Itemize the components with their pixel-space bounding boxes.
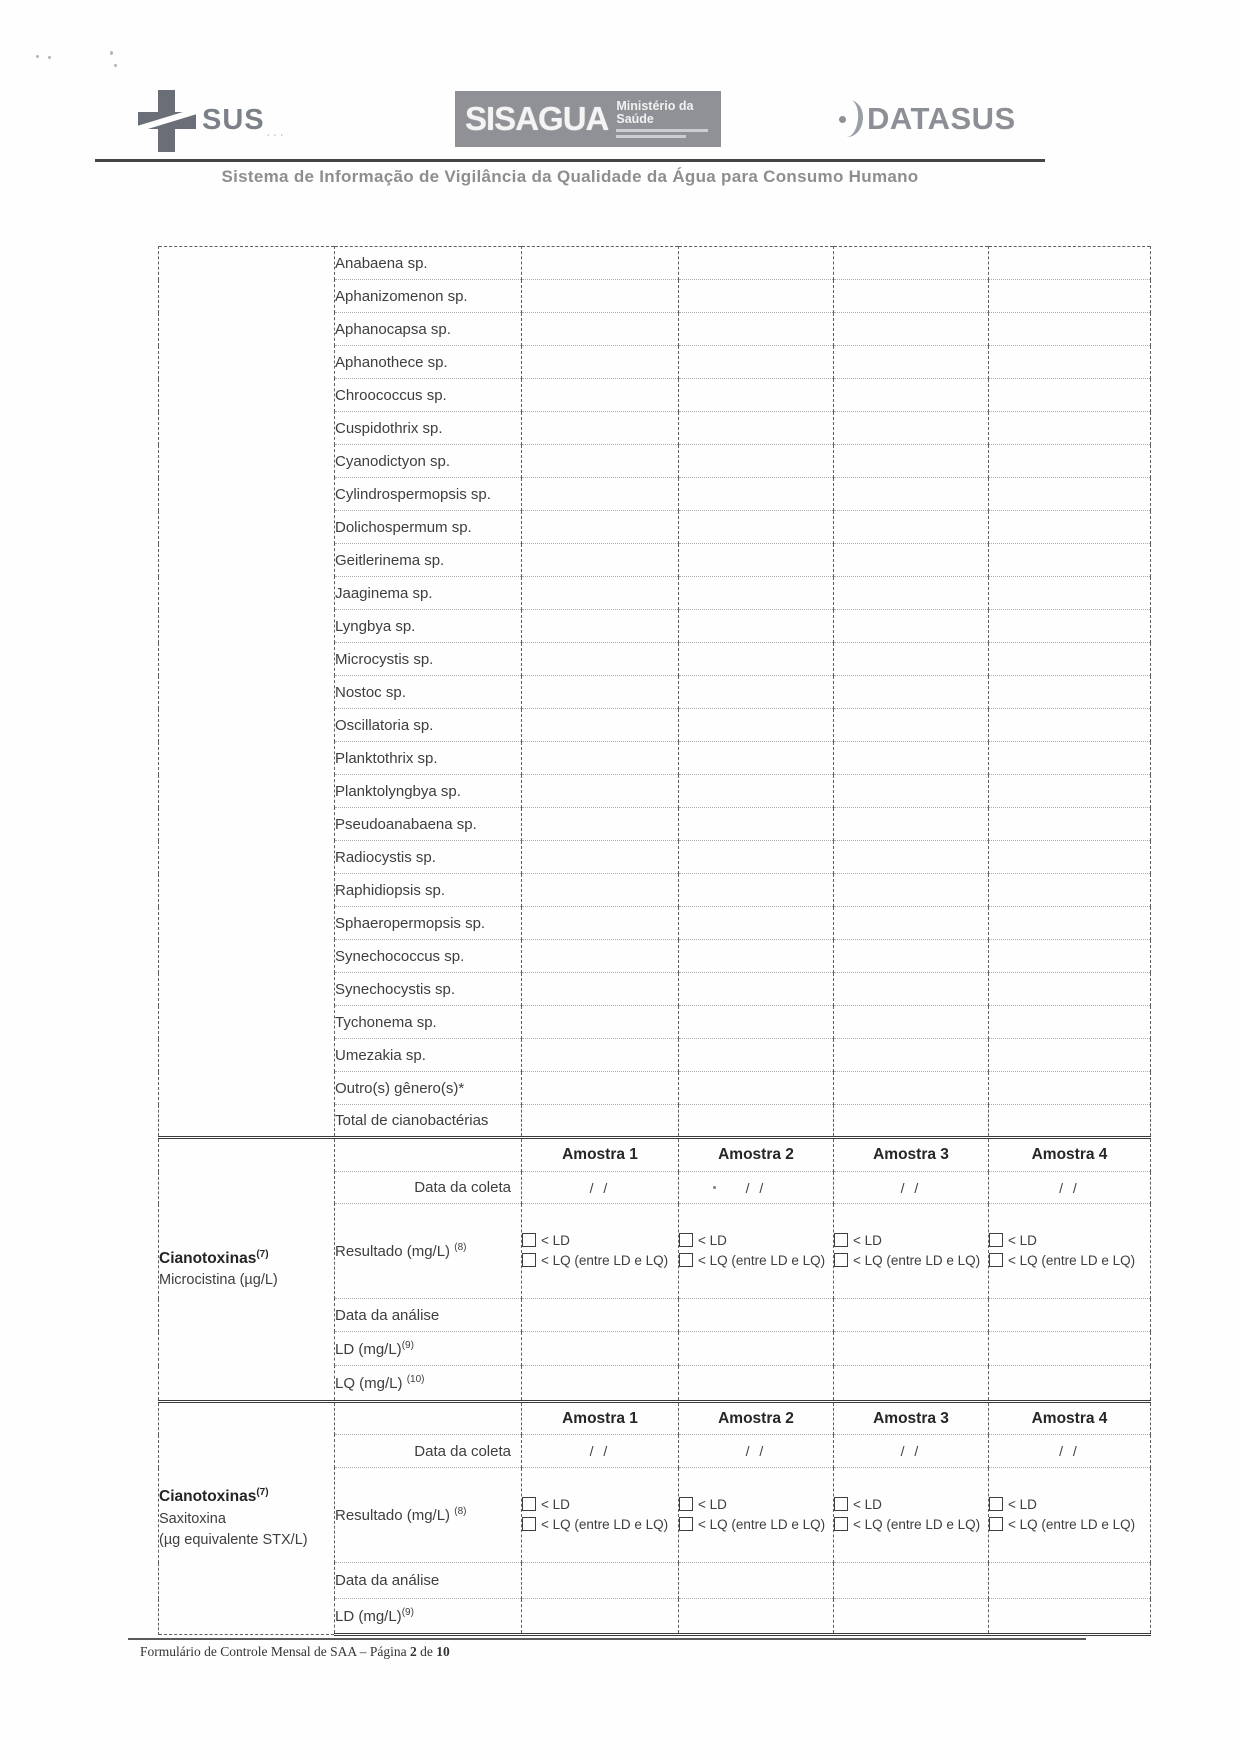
empty-data-cell: [522, 511, 679, 544]
empty-data-cell: [522, 709, 679, 742]
empty-data-cell: [679, 643, 834, 676]
species-name-cell: Cuspidothrix sp.: [335, 412, 522, 445]
date-cell: / /: [679, 1435, 834, 1468]
empty-data-cell: [989, 643, 1151, 676]
species-name-cell: Oscillatoria sp.: [335, 709, 522, 742]
empty-data-cell: [834, 1039, 989, 1072]
empty-data-cell: [679, 1563, 834, 1599]
empty-data-cell: [679, 742, 834, 775]
empty-data-cell: [522, 874, 679, 907]
ld-label: LD $(mg/L)^{(9)}$: [335, 1599, 522, 1635]
species-name-cell: Microcystis sp.: [335, 643, 522, 676]
empty-data-cell: [989, 445, 1151, 478]
empty-data-cell: [679, 973, 834, 1006]
empty-data-cell: [989, 478, 1151, 511]
scan-speckle: [48, 56, 51, 59]
sus-logo: [138, 90, 286, 152]
species-name-cell: Nostoc sp.: [335, 676, 522, 709]
data-coleta-label: Data da coleta: [335, 1435, 522, 1468]
empty-data-cell: [679, 874, 834, 907]
amostra-4-header: Amostra 4: [989, 1138, 1151, 1172]
species-name-cell: Cylindrospermopsis sp.: [335, 478, 522, 511]
empty-data-cell: [989, 1563, 1151, 1599]
empty-data-cell: [679, 379, 834, 412]
empty-data-cell: [679, 313, 834, 346]
empty-data-cell: [522, 1332, 679, 1366]
empty-data-cell: [989, 676, 1151, 709]
species-name-cell: Synechococcus sp.: [335, 940, 522, 973]
empty-data-cell: [834, 610, 989, 643]
species-name-cell: Outro(s) gênero(s)*: [335, 1072, 522, 1105]
empty-data-cell: [989, 775, 1151, 808]
empty-data-cell: [679, 676, 834, 709]
sisagua-tagline-bar: [616, 129, 708, 132]
species-name-cell: Pseudoanabaena sp.: [335, 808, 522, 841]
empty-data-cell: [834, 346, 989, 379]
scan-speckle: [110, 51, 113, 55]
empty-data-cell: [989, 511, 1151, 544]
data-analise-label: Data da análise: [335, 1299, 522, 1332]
sisagua-logo: [455, 91, 721, 147]
empty-data-cell: [834, 412, 989, 445]
empty-data-cell: [989, 412, 1151, 445]
amostra-4-header: Amostra 4: [989, 1402, 1151, 1435]
scan-dots: ···: [266, 126, 286, 142]
empty-data-cell: [989, 313, 1151, 346]
empty-data-cell: [679, 1039, 834, 1072]
empty-data-cell: [679, 247, 834, 280]
empty-data-cell: [679, 1299, 834, 1332]
empty-data-cell: [679, 1366, 834, 1402]
checkbox-lt-ld[interactable]: [834, 1497, 848, 1511]
empty-data-cell: [834, 1299, 989, 1332]
empty-data-cell: [834, 1563, 989, 1599]
footer-label: Formulário de Controle Mensal de SAA – Página: [140, 1644, 410, 1659]
scan-speckle: [36, 55, 39, 58]
empty-data-cell: [522, 577, 679, 610]
footer-page-total: 10: [436, 1644, 450, 1659]
empty-data-cell: [679, 709, 834, 742]
amostra-1-header: Amostra 1: [522, 1138, 679, 1172]
empty-data-cell: [834, 280, 989, 313]
checkbox-lt-ld[interactable]: [679, 1233, 693, 1247]
empty-data-cell: [834, 247, 989, 280]
empty-data-cell: [989, 742, 1151, 775]
amostra-2-header: Amostra 2: [679, 1138, 834, 1172]
species-name-cell: Umezakia sp.: [335, 1039, 522, 1072]
species-name-cell: Sphaeropermopsis sp.: [335, 907, 522, 940]
empty-data-cell: [522, 643, 679, 676]
empty-data-cell: [522, 1299, 679, 1332]
empty-data-cell: [834, 907, 989, 940]
empty-data-cell: [989, 1366, 1151, 1402]
empty-data-cell: [834, 1006, 989, 1039]
checkbox-lt-lq[interactable]: [522, 1517, 536, 1531]
empty-data-cell: [522, 280, 679, 313]
empty-header-cell: [335, 1138, 522, 1172]
species-name-cell: Tychonema sp.: [335, 1006, 522, 1039]
empty-data-cell: [989, 1105, 1151, 1138]
empty-data-cell: [989, 841, 1151, 874]
checkbox-lt-ld[interactable]: [522, 1497, 536, 1511]
empty-data-cell: [679, 610, 834, 643]
empty-data-cell: [679, 511, 834, 544]
empty-data-cell: [989, 544, 1151, 577]
datasus-arc-icon: [832, 99, 865, 139]
empty-data-cell: [989, 247, 1151, 280]
empty-data-cell: [522, 742, 679, 775]
empty-data-cell: [522, 313, 679, 346]
empty-data-cell: [522, 841, 679, 874]
empty-data-cell: [834, 511, 989, 544]
system-subtitle: Sistema de Informação de Vigilância da Qualidade da Água para Consumo Humano: [221, 167, 919, 186]
lq-label: LQ (mg/L) $^{(10)}$: [335, 1366, 522, 1402]
checkbox-lt-lq[interactable]: [989, 1517, 1003, 1531]
species-name-cell: Cyanodictyon sp.: [335, 445, 522, 478]
empty-data-cell: [522, 412, 679, 445]
empty-data-cell: [522, 676, 679, 709]
ld-label: LD $(mg/L)^{(9)}$: [335, 1332, 522, 1366]
species-name-cell: Jaaginema sp.: [335, 577, 522, 610]
empty-data-cell: [522, 1563, 679, 1599]
date-cell: / /: [522, 1172, 679, 1204]
empty-data-cell: [834, 973, 989, 1006]
empty-data-cell: [522, 1599, 679, 1635]
empty-data-cell: [834, 1599, 989, 1635]
empty-data-cell: [679, 1072, 834, 1105]
species-name-cell: Lyngbya sp.: [335, 610, 522, 643]
empty-data-cell: [679, 544, 834, 577]
empty-data-cell: [522, 1105, 679, 1138]
date-cell: / /: [522, 1435, 679, 1468]
empty-data-cell: [522, 544, 679, 577]
data-analise-label: Data da análise: [335, 1563, 522, 1599]
saxitoxina-subtitle: Saxitoxina: [159, 1510, 226, 1527]
checkbox-lt-lq[interactable]: [834, 1517, 848, 1531]
checkbox-lt-lq[interactable]: [989, 1253, 1003, 1267]
empty-data-cell: [679, 280, 834, 313]
checkbox-lt-lq[interactable]: [522, 1253, 536, 1267]
empty-data-cell: [679, 346, 834, 379]
checkbox-lt-lq[interactable]: [679, 1517, 693, 1531]
empty-data-cell: [834, 1332, 989, 1366]
resultado-cell: < LD < LQ (entre LD e LQ): [834, 1468, 989, 1563]
checkbox-lt-ld[interactable]: [679, 1497, 693, 1511]
empty-data-cell: [522, 379, 679, 412]
scan-speckle: [114, 64, 117, 67]
species-name-cell: Planktothrix sp.: [335, 742, 522, 775]
empty-data-cell: [989, 577, 1151, 610]
empty-header-cell: [335, 1402, 522, 1435]
empty-data-cell: [834, 874, 989, 907]
empty-data-cell: [989, 874, 1151, 907]
saxitoxina-unit: (µg equivalente STX/L): [159, 1531, 308, 1548]
empty-data-cell: [834, 808, 989, 841]
checkbox-lt-lq[interactable]: [834, 1253, 848, 1267]
empty-data-cell: [834, 577, 989, 610]
empty-data-cell: [522, 445, 679, 478]
saxitoxina-group-label: [159, 1402, 335, 1635]
cianotoxinas-title: Cianotoxinas$^{(7)}$: [159, 1487, 269, 1506]
empty-data-cell: [522, 808, 679, 841]
amostra-2-header: Amostra 2: [679, 1402, 834, 1435]
ministerio-saude-label: Ministério da Saúde: [616, 98, 694, 126]
amostra-3-header: Amostra 3: [834, 1402, 989, 1435]
checkbox-lt-lq[interactable]: [679, 1253, 693, 1267]
empty-data-cell: [679, 478, 834, 511]
sisagua-tagline-bar: [616, 135, 686, 138]
empty-data-cell: [989, 709, 1151, 742]
empty-data-cell: [522, 247, 679, 280]
empty-data-cell: [989, 973, 1151, 1006]
species-row: [159, 247, 1151, 280]
empty-data-cell: [989, 1299, 1151, 1332]
empty-data-cell: [989, 1039, 1151, 1072]
date-cell: / /: [989, 1435, 1151, 1468]
empty-data-cell: [522, 1072, 679, 1105]
microcistina-group-label: [159, 1138, 335, 1402]
empty-data-cell: [989, 379, 1151, 412]
empty-data-cell: [834, 775, 989, 808]
empty-data-cell: [679, 1332, 834, 1366]
date-cell: / /: [679, 1172, 834, 1204]
empty-data-cell: [522, 1006, 679, 1039]
empty-data-cell: [834, 742, 989, 775]
empty-data-cell: [989, 808, 1151, 841]
resultado-cell: < LD < LQ (entre LD e LQ): [834, 1204, 989, 1299]
species-name-cell: Total de cianobactérias: [335, 1105, 522, 1138]
empty-data-cell: [834, 940, 989, 973]
cianotoxinas-title: Cianotoxinas$^{(7)}$: [159, 1248, 269, 1267]
microcistina-subtitle: Microcistina (µg/L): [159, 1272, 278, 1289]
datasus-logo: [834, 98, 1044, 142]
checkbox-lt-ld[interactable]: [834, 1233, 848, 1247]
species-name-cell: Dolichospermum sp.: [335, 511, 522, 544]
data-coleta-label: Data da coleta: [335, 1172, 522, 1204]
empty-data-cell: [522, 775, 679, 808]
empty-data-cell: [679, 445, 834, 478]
species-name-cell: Synechocystis sp.: [335, 973, 522, 1006]
scan-artifact-dot: [713, 1186, 716, 1189]
empty-data-cell: [679, 577, 834, 610]
footer-divider: [128, 1638, 1086, 1640]
empty-data-cell: [834, 544, 989, 577]
empty-data-cell: [679, 775, 834, 808]
resultado-cell: < LD < LQ (entre LD e LQ): [679, 1468, 834, 1563]
resultado-cell: < LD < LQ (entre LD e LQ): [989, 1468, 1151, 1563]
empty-data-cell: [679, 1599, 834, 1635]
empty-data-cell: [679, 940, 834, 973]
footer-of-label: de: [416, 1644, 437, 1659]
checkbox-lt-ld[interactable]: [989, 1233, 1003, 1247]
datasus-label: DATASUS: [867, 101, 1016, 136]
resultado-cell: < LD < LQ (entre LD e LQ): [522, 1204, 679, 1299]
footer-page-info: [140, 1644, 450, 1660]
resultado-cell: < LD < LQ (entre LD e LQ): [679, 1204, 834, 1299]
empty-data-cell: [834, 643, 989, 676]
sisagua-title: SISAGUA: [465, 100, 609, 137]
amostra-3-header: Amostra 3: [834, 1138, 989, 1172]
species-name-cell: Chroococcus sp.: [335, 379, 522, 412]
empty-data-cell: [989, 1072, 1151, 1105]
empty-data-cell: [834, 1072, 989, 1105]
empty-data-cell: [834, 478, 989, 511]
empty-data-cell: [834, 676, 989, 709]
empty-data-cell: [989, 1006, 1151, 1039]
datasus-dot-icon: [839, 116, 846, 123]
empty-data-cell: [834, 445, 989, 478]
empty-data-cell: [834, 313, 989, 346]
resultado-label: Resultado (mg/L) $^{(8)}$: [335, 1468, 522, 1563]
empty-data-cell: [834, 1366, 989, 1402]
empty-data-cell: [989, 1332, 1151, 1366]
empty-data-cell: [522, 346, 679, 379]
date-cell: / /: [989, 1172, 1151, 1204]
checkbox-lt-ld[interactable]: [989, 1497, 1003, 1511]
species-name-cell: Anabaena sp.: [335, 247, 522, 280]
empty-data-cell: [522, 907, 679, 940]
empty-data-cell: [522, 478, 679, 511]
empty-data-cell: [834, 709, 989, 742]
monitoring-form-table: [158, 246, 1151, 1636]
empty-data-cell: [834, 379, 989, 412]
empty-data-cell: [679, 808, 834, 841]
empty-data-cell: [679, 1006, 834, 1039]
checkbox-lt-ld[interactable]: [522, 1233, 536, 1247]
species-name-cell: Geitlerinema sp.: [335, 544, 522, 577]
empty-data-cell: [989, 940, 1151, 973]
empty-data-cell: [989, 907, 1151, 940]
date-cell: / /: [834, 1435, 989, 1468]
empty-data-cell: [679, 907, 834, 940]
footer-page-number: 2: [409, 1644, 417, 1659]
sus-cross-icon: [138, 90, 196, 152]
empty-data-cell: [989, 346, 1151, 379]
date-cell: / /: [834, 1172, 989, 1204]
empty-data-cell: [522, 1366, 679, 1402]
empty-data-cell: [522, 940, 679, 973]
resultado-label: Resultado (mg/L) $^{(8)}$: [335, 1204, 522, 1299]
empty-data-cell: [522, 973, 679, 1006]
empty-data-cell: [522, 1039, 679, 1072]
header-divider: [95, 159, 1045, 162]
microcistina-header-row: [159, 1138, 1151, 1172]
empty-data-cell: [989, 610, 1151, 643]
species-name-cell: Aphanizomenon sp.: [335, 280, 522, 313]
empty-data-cell: [834, 1105, 989, 1138]
species-name-cell: Planktolyngbya sp.: [335, 775, 522, 808]
species-name-cell: Raphidiopsis sp.: [335, 874, 522, 907]
resultado-cell: < LD < LQ (entre LD e LQ): [522, 1468, 679, 1563]
species-group-label-cell: [159, 247, 335, 1138]
species-name-cell: Radiocystis sp.: [335, 841, 522, 874]
saxitoxina-header-row: [159, 1402, 1151, 1435]
amostra-1-header: Amostra 1: [522, 1402, 679, 1435]
empty-data-cell: [679, 841, 834, 874]
resultado-cell: < LD < LQ (entre LD e LQ): [989, 1204, 1151, 1299]
empty-data-cell: [834, 841, 989, 874]
empty-data-cell: [989, 1599, 1151, 1635]
empty-data-cell: [522, 610, 679, 643]
empty-data-cell: [679, 1105, 834, 1138]
empty-data-cell: [679, 412, 834, 445]
sus-label: SUS: [202, 104, 265, 136]
empty-data-cell: [989, 280, 1151, 313]
species-name-cell: Aphanothece sp.: [335, 346, 522, 379]
species-name-cell: Aphanocapsa sp.: [335, 313, 522, 346]
